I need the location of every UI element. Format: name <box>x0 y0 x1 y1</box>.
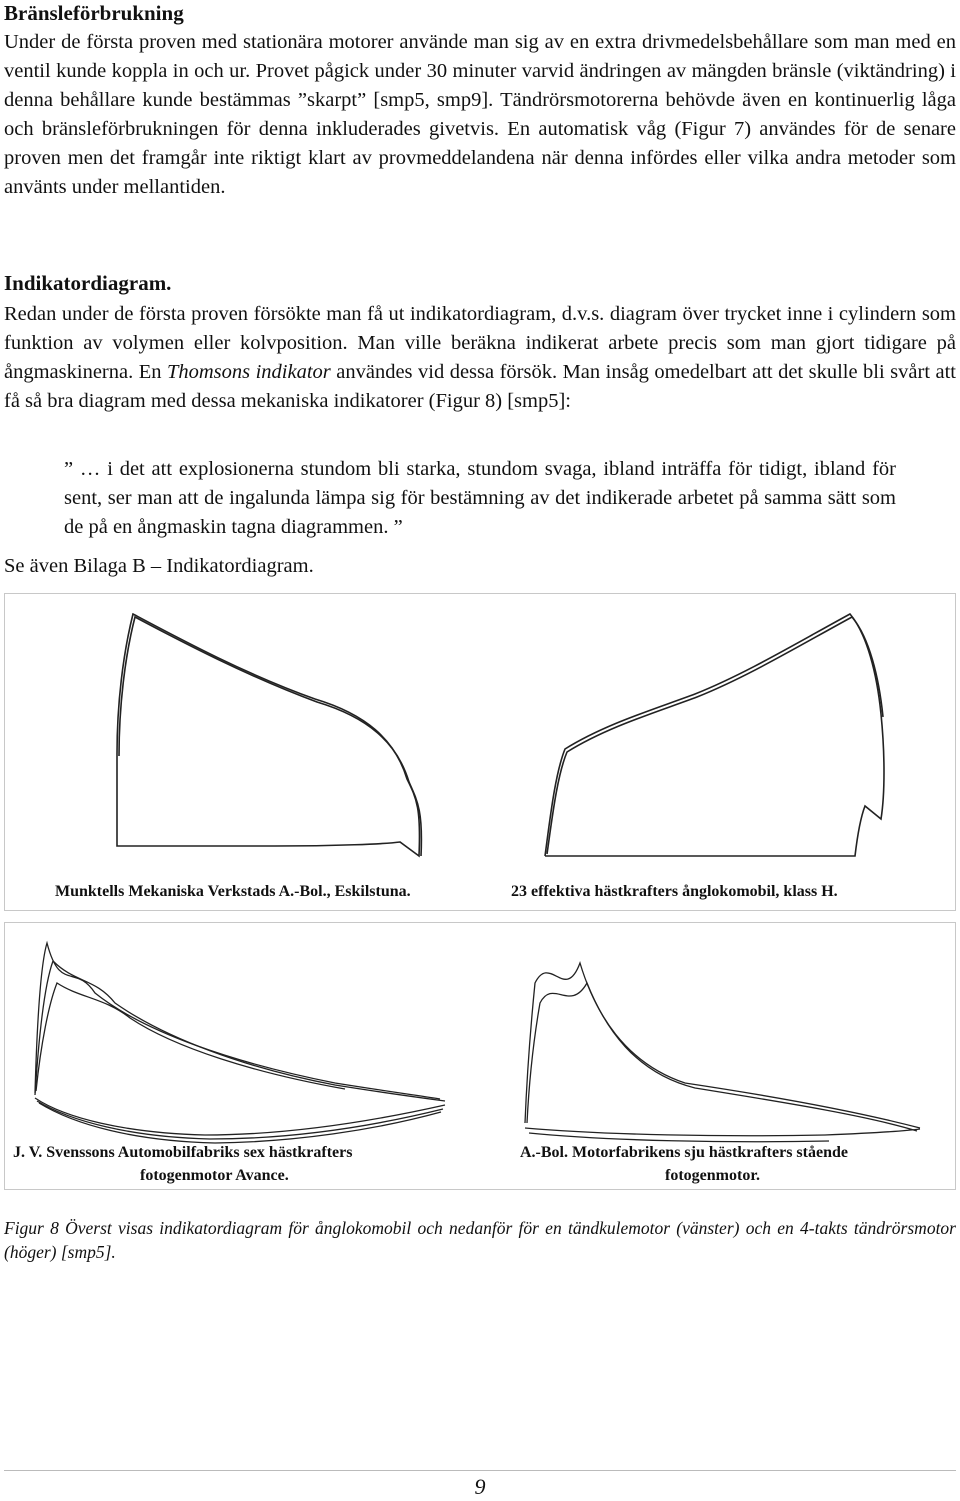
steam-diagram-right <box>545 614 884 856</box>
figure-caption: Figur 8 Överst visas indikatordiagram för ånglokomobil och nedanför för en tändkulemotor (vänster) och en 4-takts tändrörsmotor (höger) [smp5]. <box>4 1218 956 1262</box>
figure-bottom-left-line1: J. V. Svenssons Automobilfabriks sex hästkrafters <box>13 1144 353 1161</box>
paragraph-text-start: Redan under de första proven försökte man få ut indikatordiagram, d.v.s. diagram över trycket inne i cylindern som funktion av volymen eller kolvposition. Man ville beräkna indikerat arbete precis som man gjort tidigare på ångmaskinerna. En <box>4 303 956 383</box>
section-heading-indicator-diagram: Indikatordiagram. <box>4 271 172 295</box>
figure-bottom-right-line2: fotogenmotor. <box>665 1167 760 1184</box>
figure-top-label-right: 23 effektiva hästkrafters ånglokomobil, klass H. <box>511 883 838 900</box>
figure-bottom-right-line1: A.-Bol. Motorfabrikens sju hästkrafters stående <box>520 1144 848 1161</box>
paragraph-fuel-consumption: Under de första proven med stationära motorer använde man sig av en extra drivmedelsbehållare som man med en ventil kunde koppla in och ur. Provet pågick under 30 minuter varvid ändringen av mängden bränsle (viktändring) i denna behållare kunde bestämmas ”skarpt” [smp5, smp9]. Tändrörsmotorerna behövde även en kontinuerlig låga och bränsleförbrukningen för denna inkluderades givetvis. En automatisk våg (Figur 7) användes för de senare proven men det framgår inte riktigt klart av provmeddelandena när denna infördes eller vilka andra metoder som använts under mellantiden. <box>4 31 956 198</box>
page-number: 9 <box>474 1474 486 1499</box>
paragraph-text-end: användes vid dessa försök. Man insåg omedelbart att det skulle bli svårt att få så bra diagram med dessa mekaniska indikatorer (Figur 8) [smp5]: <box>4 361 956 412</box>
instrument-name: Thomsons indikator <box>166 361 331 383</box>
see-also-line: Se även Bilaga B – Indikatordiagram. <box>4 555 314 577</box>
kerosene-engine-diagram-left <box>35 943 445 1143</box>
figure-bottom-left-line2: fotogenmotor Avance. <box>140 1167 289 1184</box>
kerosene-engine-diagram-right <box>525 963 920 1142</box>
block-quote: ” … i det att explosionerna stundom bli starka, stundom svaga, ibland inträffa för tidigt, ibland för sent, ser man att de ingalunda lämpa sig för bestämning av det indikerade arbetet på samma sätt som de på en ångmaskin tagna diagrammen. ” <box>64 458 896 538</box>
steam-diagram-left <box>117 614 421 856</box>
section-heading-fuel-consumption: Bränsleförbrukning <box>4 1 184 25</box>
paragraph-indicator-diagram <box>4 300 956 416</box>
figure-engine-indicator-diagrams <box>4 922 956 1190</box>
footer-divider <box>4 1470 956 1471</box>
figure-top-label-left: Munktells Mekaniska Verkstads A.-Bol., Eskilstuna. <box>55 883 411 900</box>
figure-steam-indicator-diagrams <box>4 593 956 911</box>
